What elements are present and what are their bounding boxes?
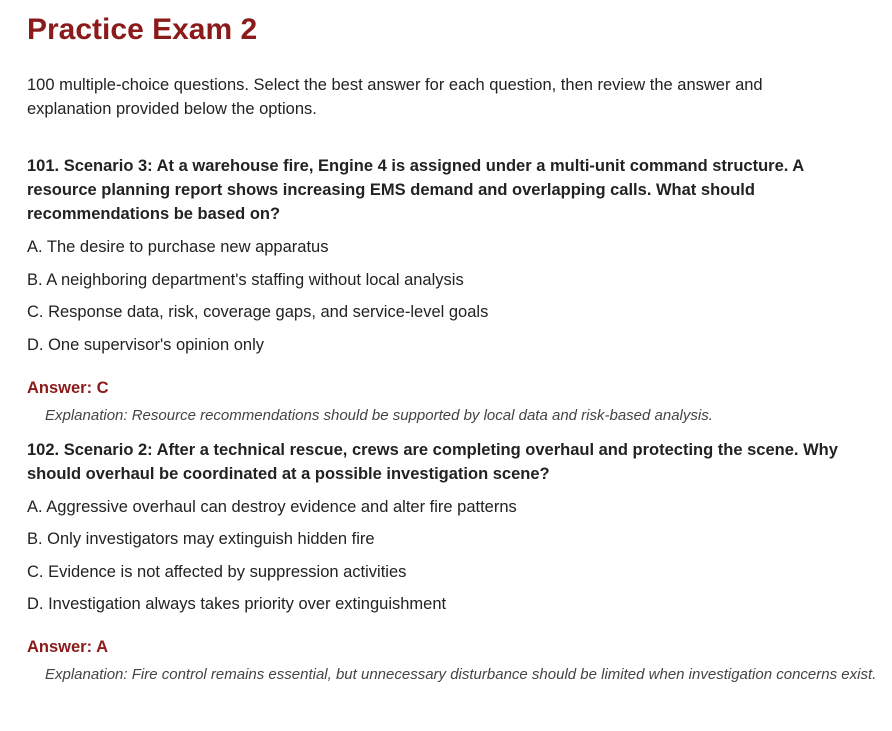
option-b[interactable]: B. A neighboring department's staffing without local analysis: [27, 270, 464, 289]
option-c[interactable]: C. Response data, risk, coverage gaps, and service-level goals: [27, 303, 489, 321]
option-a[interactable]: A. The desire to purchase new apparatus: [27, 238, 329, 256]
question-text: 102. Scenario 2: After a technical rescue, crews are completing overhaul and protecting the scene. Why should overhaul be coordinated at a possible investigation scene?: [27, 440, 838, 483]
exam-page: [27, 0, 877, 685]
answer-options: [27, 495, 877, 617]
option-b[interactable]: B. Only investigators may extinguish hidden fire: [27, 530, 375, 548]
option-c[interactable]: C. Evidence is not affected by suppression activities: [27, 562, 407, 581]
option-d[interactable]: D. One supervisor's opinion only: [27, 335, 265, 354]
answer-label: Answer: A: [27, 638, 108, 656]
question-text: 101. Scenario 3: At a warehouse fire, Engine 4 is assigned under a multi-unit command structure. A resource planning report shows increasing EMS demand and overlapping calls. What should recommendations be based on?: [27, 157, 804, 223]
option-d[interactable]: D. Investigation always takes priority over extinguishment: [27, 595, 447, 613]
explanation-text: Explanation: Resource recommendations should be supported by local data and risk-based analysis.: [45, 406, 713, 424]
exam-instructions: 100 multiple-choice questions. Select the best answer for each question, then review the answer and explanation provided below the options.: [27, 76, 763, 118]
explanation-text: Explanation: Fire control remains essential, but unnecessary disturbance should be limited when investigation concerns exist.: [45, 666, 877, 683]
question-102: [27, 438, 877, 686]
answer-label: Answer: C: [27, 378, 109, 397]
question-101: [27, 154, 877, 426]
option-a[interactable]: A. Aggressive overhaul can destroy evidence and alter fire patterns: [27, 497, 517, 516]
answer-options: [27, 235, 877, 357]
page-title: Practice Exam 2: [27, 13, 258, 46]
